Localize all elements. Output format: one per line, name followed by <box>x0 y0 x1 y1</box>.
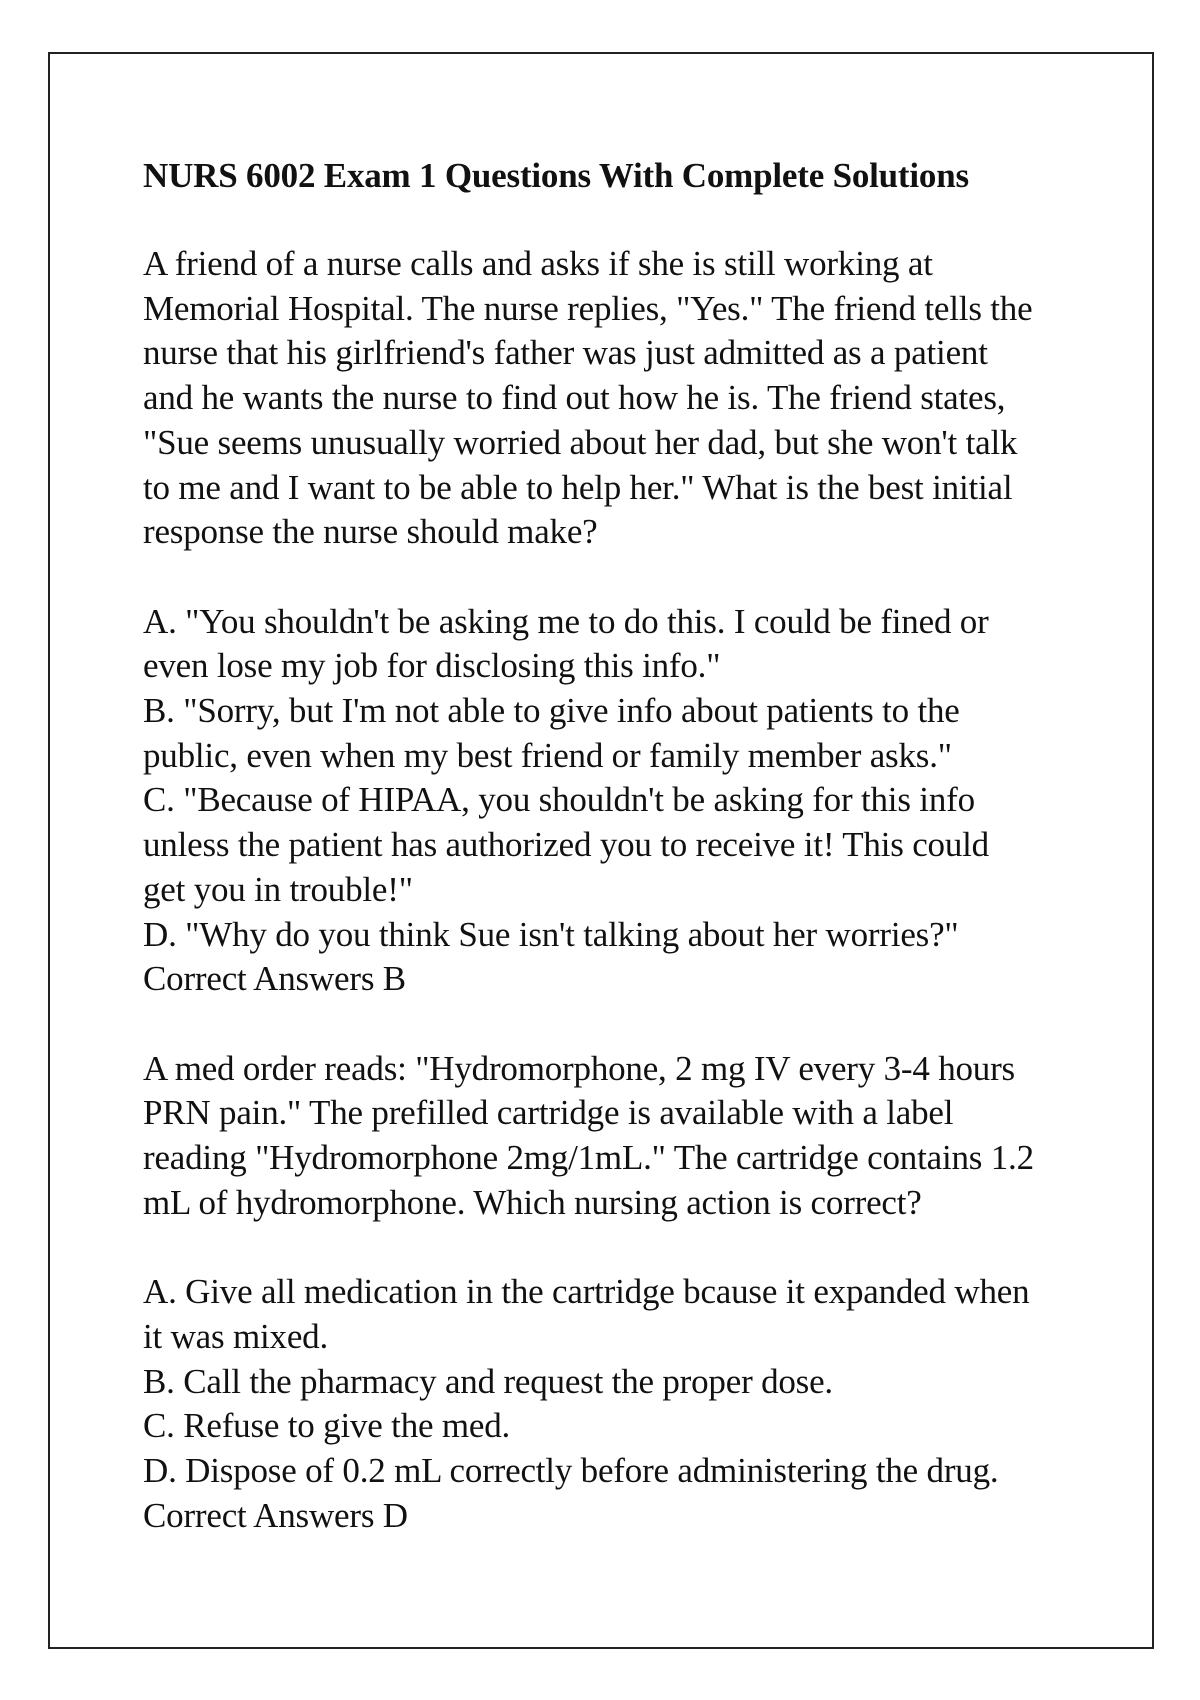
question-1-option-line: even lose my job for disclosing this info." <box>143 646 721 686</box>
question-2-options <box>143 1270 1083 1538</box>
question-2-option-line: C. Refuse to give the med. <box>143 1406 511 1446</box>
document-body <box>143 153 1083 1538</box>
question-2-option-line: B. Call the pharmacy and request the proper dose. <box>143 1361 833 1401</box>
question-1-option-line: B. "Sorry, but I'm not able to give info about patients to the <box>143 691 960 731</box>
question-1-option-line: get you in trouble!" <box>143 869 413 909</box>
question-1-options <box>143 600 1083 1002</box>
question-2-stem-line: mL of hydromorphone. Which nursing action is correct? <box>143 1182 922 1222</box>
question-1-stem-line: and he wants the nurse to find out how he is. The friend states, <box>143 378 1006 418</box>
question-1-option-line: public, even when my best friend or family member asks." <box>143 735 952 775</box>
question-2-stem-line: A med order reads: "Hydromorphone, 2 mg IV every 3-4 hours <box>143 1048 1015 1088</box>
question-2-answer: Correct Answers D <box>143 1495 408 1535</box>
question-1-option-line: unless the patient has authorized you to receive it! This could <box>143 825 989 865</box>
question-2-stem-line: PRN pain." The prefilled cartridge is available with a label <box>143 1093 954 1133</box>
question-2-option-line: A. Give all medication in the cartridge bcause it expanded when <box>143 1272 1030 1312</box>
question-1-stem-line: response the nurse should make? <box>143 512 598 552</box>
question-2-option-line: D. Dispose of 0.2 mL correctly before administering the drug. <box>143 1450 999 1490</box>
question-1-option-line: A. "You shouldn't be asking me to do this. I could be fined or <box>143 601 989 641</box>
question-1-answer: Correct Answers B <box>143 959 406 999</box>
question-1-stem-line: "Sue seems unusually worried about her dad, but she won't talk <box>143 422 1018 462</box>
question-1-option-line: D. "Why do you think Sue isn't talking about her worries?" <box>143 914 959 954</box>
question-1-option-line: C. "Because of HIPAA, you shouldn't be asking for this info <box>143 780 975 820</box>
question-1-stem-line: to me and I want to be able to help her." What is the best initial <box>143 467 1013 507</box>
question-1-stem-line: A friend of a nurse calls and asks if she is still working at <box>143 244 933 283</box>
document-title: NURS 6002 Exam 1 Questions With Complete Solutions <box>143 156 969 195</box>
question-1-stem-line: Memorial Hospital. The nurse replies, "Yes." The friend tells the <box>143 288 1033 328</box>
question-2-option-line: it was mixed. <box>143 1316 329 1356</box>
question-2-stem <box>143 1047 1083 1226</box>
question-1-stem-line: nurse that his girlfriend's father was just admitted as a patient <box>143 333 988 373</box>
question-1-stem <box>143 242 1083 555</box>
question-2-stem-line: reading "Hydromorphone 2mg/1mL." The cartridge contains 1.2 <box>143 1138 1034 1178</box>
